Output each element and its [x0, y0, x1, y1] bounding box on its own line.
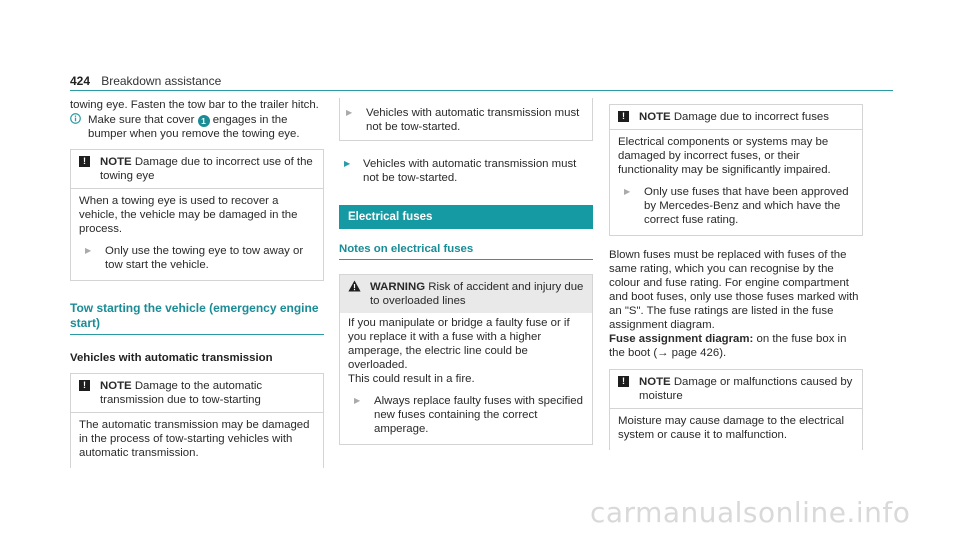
note-incorrect-fuses	[609, 104, 863, 236]
paragraph-blown-fuses: Blown fuses must be replaced with fuses of the same rating, which you can recognise by the colour and fuse rating. For engine compartment and boot fuses, only use those fuses marked with an "S". The fuse ratings are listed in the fuse assignment diagram.	[609, 249, 859, 331]
banner-electrical-fuses: Electrical fuses	[339, 205, 593, 229]
arrow-icon: ▶	[354, 396, 361, 405]
note-head: ! NOTE Damage or malfunctions caused by moisture	[610, 370, 862, 409]
watermark: carmanualsonline.info	[590, 496, 911, 529]
arrow-icon: ▶	[85, 246, 92, 255]
step: ▶ Always replace faulty fuses with specified new fuses containing the correct amperage.	[348, 394, 584, 436]
warning-box	[339, 274, 593, 445]
badge-1-icon: 1	[198, 115, 210, 127]
section-name: Breakdown assistance	[101, 74, 222, 88]
info-icon	[70, 113, 88, 141]
warning-triangle-icon	[348, 280, 362, 308]
subsection-title: Vehicles with automatic transmission	[70, 352, 273, 364]
step-main: ▶ Vehicles with automatic transmission must not be tow-started.	[344, 158, 577, 184]
intro-text: towing eye. Fasten the tow bar to the trailer hitch.	[70, 99, 319, 111]
section-heading	[70, 301, 324, 335]
notice-icon: !	[79, 380, 90, 391]
arrow-icon: ▶	[344, 159, 351, 168]
notice-icon: !	[618, 111, 629, 122]
note-towing-eye	[70, 149, 324, 281]
notice-icon: !	[618, 376, 629, 387]
column-2	[339, 98, 593, 445]
sub-heading	[339, 242, 593, 260]
note-moisture	[609, 369, 863, 450]
note-tow-starting	[70, 373, 324, 468]
arrow-icon: ▶	[346, 108, 353, 117]
column-3	[609, 98, 863, 450]
note-head: ! NOTE Damage to the automatic transmission due to tow-starting	[71, 374, 323, 413]
arrow-icon: ▶	[624, 187, 631, 196]
tip	[70, 113, 324, 141]
sub-title: Notes on electrical fuses	[339, 243, 474, 255]
note-body: The automatic transmission may be damaged in the process of tow-starting vehicles with automatic transmission.	[79, 419, 310, 459]
note-body: Moisture may cause damage to the electrical system or cause it to malfunction.	[618, 415, 845, 441]
note-head: ! NOTE Damage due to incorrect fuses	[610, 105, 862, 130]
page-number: 424	[70, 74, 91, 88]
warning-head: WARNING Risk of accident and injury due to overloaded lines	[340, 275, 592, 313]
step: ▶ Only use the towing eye to tow away or tow start the vehicle.	[79, 244, 315, 272]
note-body: Electrical components or systems may be damaged by incorrect fuses, or their functionality may be significantly impaired. ▶ Only use fuses that have been approved by Mercedes-Benz and which have the correct fuse rating.	[610, 130, 862, 235]
continued-box	[339, 98, 593, 141]
step: ▶ Only use fuses that have been approved by Mercedes-Benz and which have the correct fuse rating.	[618, 185, 854, 227]
note-body: When a towing eye is used to recover a vehicle, the vehicle may be damaged in the process. ▶ Only use the towing eye to tow away or tow start the vehicle.	[71, 189, 323, 280]
notice-icon: !	[79, 156, 90, 167]
warning-body: If you manipulate or bridge a faulty fuse or if you replace it with a fuse with a higher amperage, the electric line could be overloaded. This could result in a fire. ▶ Always replace faulty fuses with specified new fuses containing the correct amperage.	[348, 317, 583, 435]
section-title: Tow starting the vehicle (emergency engine start)	[70, 301, 319, 330]
page-header	[70, 74, 221, 89]
tip-text: Make sure that cover 1 engages in the bumper when you remove the towing eye.	[88, 114, 300, 140]
column-1	[70, 98, 324, 468]
note-head: ! NOTE Damage due to incorrect use of the towing eye	[71, 150, 323, 189]
header-rule	[70, 90, 893, 91]
paragraph-fuse-diagram: Fuse assignment diagram: on the fuse box in the boot (→ page 426).	[609, 333, 847, 359]
step: ▶ Vehicles with automatic transmission must not be tow-started.	[340, 106, 584, 134]
